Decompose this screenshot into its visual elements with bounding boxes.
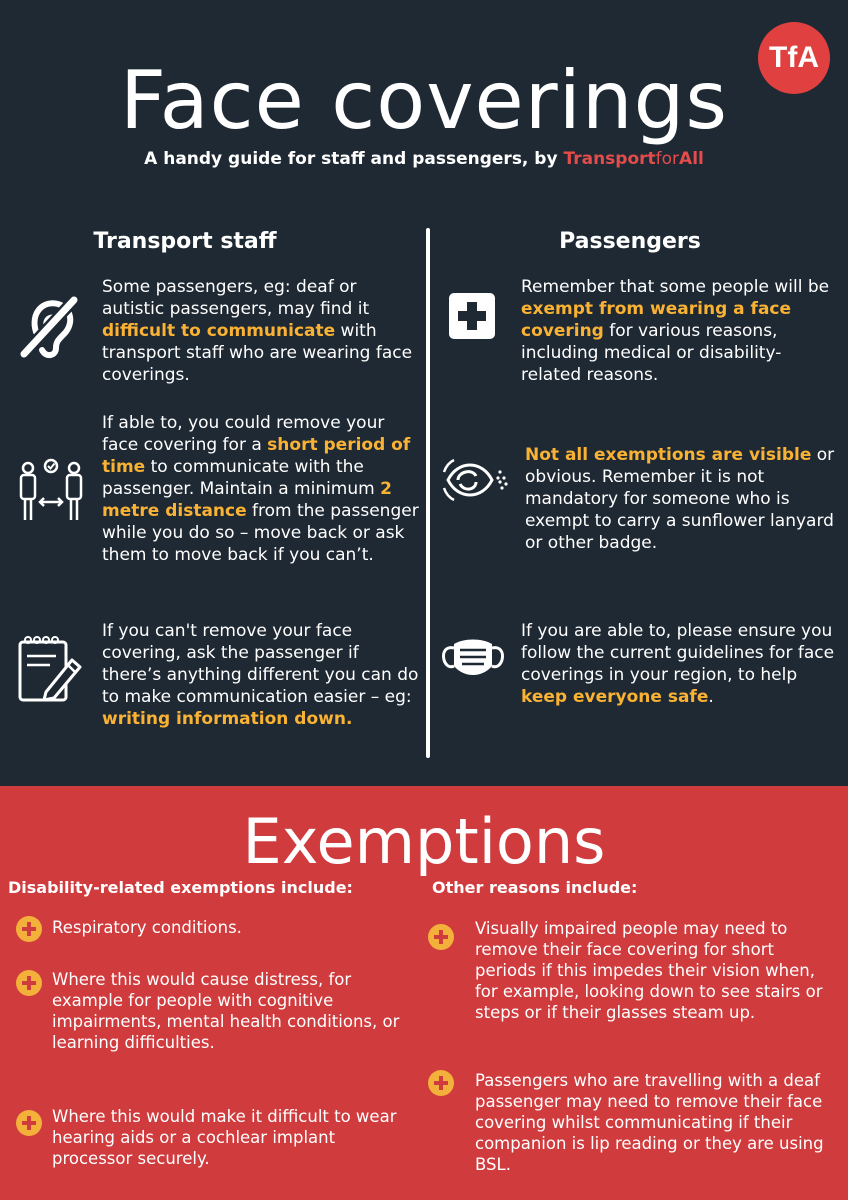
passenger-item-1-text-a: Remember that some people will be	[521, 277, 830, 297]
disability-item-3: Where this would make it difficult to wear hearing aids or a cochlear implant processor securely.	[52, 1107, 397, 1168]
staff-item-3	[102, 620, 420, 730]
column-divider	[426, 228, 430, 758]
disability-item-1: Respiratory conditions.	[52, 918, 242, 937]
eye-icon	[442, 452, 512, 508]
passenger-item-1	[521, 276, 839, 386]
staff-item-1	[102, 276, 420, 386]
disability-item-2: Where this would cause distress, for example for people with cognitive impairments, mental health conditions, or learning difficulties.	[52, 970, 400, 1052]
plus-bullet-icon	[16, 1110, 42, 1136]
subtitle	[0, 149, 848, 169]
plus-bullet-icon	[16, 970, 42, 996]
staff-item-2-text-a: If able to, you could remove your face covering for a	[102, 413, 385, 455]
passenger-item-2-highlight: Not all exemptions are visible	[525, 445, 812, 465]
notepad-pencil-icon	[16, 634, 86, 706]
brand-part-1: Transport	[563, 149, 656, 169]
staff-item-2-highlight-b: 2 metre distance	[102, 479, 392, 521]
brand-name	[563, 149, 703, 169]
passenger-item-3-text-a: If you are able to, please ensure you follow the current guidelines for face coverings in your region, to help	[521, 621, 835, 685]
deaf-ear-icon	[16, 292, 82, 362]
tfa-logo[interactable]: TfA	[758, 22, 830, 94]
passenger-item-2-text-a: or obvious. Remember it is not mandatory for someone who is exempt to carry a sunflower lanyard or other badge.	[525, 445, 835, 553]
passenger-item-1-highlight: exempt from wearing a face covering	[521, 299, 792, 341]
staff-item-2	[102, 412, 420, 566]
brand-part-3: All	[679, 149, 704, 169]
subtitle-text: A handy guide for staff and passengers, by	[144, 149, 564, 169]
disability-heading: Disability-related exemptions include:	[8, 878, 353, 897]
plus-bullet-icon	[428, 1070, 454, 1096]
page-title: Face coverings	[119, 54, 729, 147]
other-item-1: Visually impaired people may need to remove their face covering for short periods if this impedes their vision when, for example, looking down to see stairs or steps or if their glasses steam up.	[475, 919, 823, 1022]
staff-item-1-text-b: with transport staff who are wearing face coverings.	[102, 321, 413, 385]
staff-item-2-text-b: to communicate with the passenger. Maintain a minimum	[102, 457, 381, 499]
exemptions-title: Exemptions	[242, 805, 606, 878]
staff-item-2-text-c: from the passenger while you do so – move back or ask them to move back if you can’t.	[102, 501, 419, 565]
passenger-item-1-text-b: for various reasons, including medical or disability-related reasons.	[521, 321, 782, 385]
staff-item-1-text-a: Some passengers, eg: deaf or autistic passengers, may find it	[102, 277, 370, 319]
passenger-item-3-highlight: keep everyone safe	[521, 687, 709, 707]
distance-people-icon	[16, 456, 86, 526]
medical-cross-icon	[448, 292, 496, 340]
staff-item-2-highlight-a: short period of time	[102, 435, 411, 477]
staff-item-3-highlight: writing information down.	[102, 709, 353, 729]
brand-part-2: for	[655, 149, 680, 169]
passengers-heading: Passengers	[559, 229, 701, 254]
staff-item-1-highlight: difficult to communicate	[102, 321, 336, 341]
exemptions-section	[0, 786, 848, 1200]
passenger-item-3	[521, 620, 839, 708]
staff-heading: Transport staff	[93, 229, 277, 254]
plus-bullet-icon	[16, 916, 42, 942]
plus-bullet-icon	[428, 924, 454, 950]
passenger-item-2	[525, 444, 843, 554]
other-heading: Other reasons include:	[432, 878, 638, 897]
face-mask-icon	[440, 632, 506, 684]
passenger-item-3-text-b: .	[708, 687, 714, 707]
other-item-2: Passengers who are travelling with a deaf passenger may need to remove their face covering whilst communicating if their companion is lip reading or they are using BSL.	[475, 1071, 824, 1174]
staff-item-3-text-a: If you can't remove your face covering, ask the passenger if there’s anything different you can do to make communication easier – eg:	[102, 621, 419, 707]
